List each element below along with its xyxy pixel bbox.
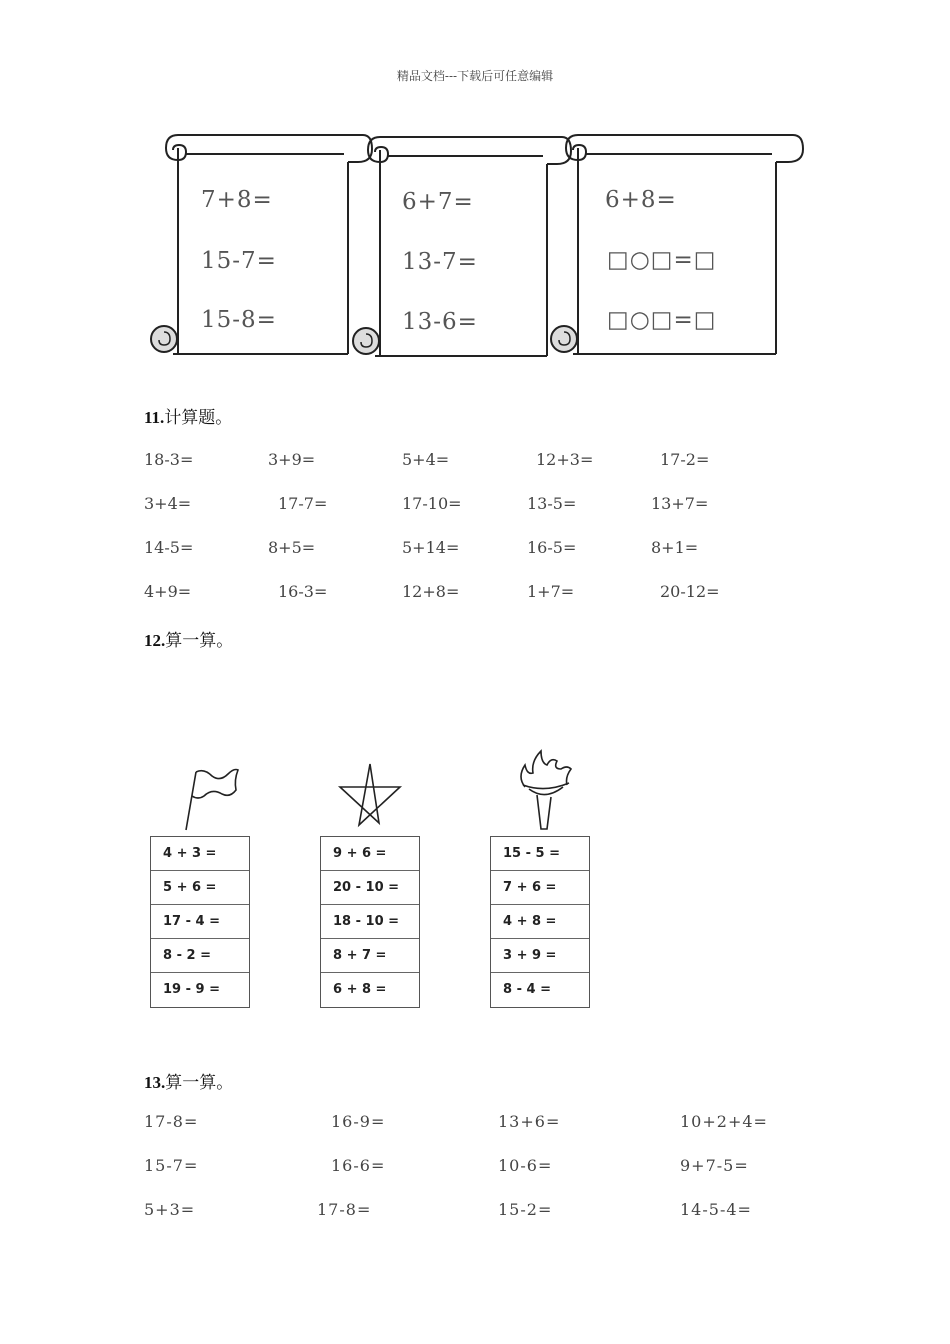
card-row (491, 973, 589, 1007)
card-row (151, 939, 249, 973)
s11-r4-c2: 16-3= (278, 582, 328, 601)
card-row (151, 905, 249, 939)
s11-r2-c1: 3+4= (144, 494, 192, 513)
star-icon (337, 761, 403, 831)
s13-r1-c4: 10+2+4= (680, 1112, 768, 1131)
s13-r2-c3: 10-6= (498, 1156, 553, 1175)
card-row (321, 837, 419, 871)
card-row (321, 871, 419, 905)
card-row (491, 905, 589, 939)
s13-r2-c1: 15-7= (144, 1156, 199, 1175)
scroll-2-line-1: 6+7= (402, 189, 474, 215)
s11-r4-c1: 4+9= (144, 582, 192, 601)
scroll-3-line-3: □○□=□ (607, 307, 717, 333)
card-row (151, 871, 249, 905)
card-row-text: 9 + 6 = (333, 846, 387, 861)
s13-r3-c2: 17-8= (317, 1200, 372, 1219)
flag-icon (180, 766, 242, 832)
section-13-number: 13. (144, 1073, 166, 1092)
s11-r1-c5: 17-2= (660, 450, 710, 469)
card-row-text: 6 + 8 = (333, 982, 387, 997)
scroll-1-line-2: 15-7= (201, 248, 277, 274)
card-row (491, 871, 589, 905)
s11-r1-c2: 3+9= (268, 450, 316, 469)
page-header: 精品文档---下载后可任意编辑 (396, 69, 554, 83)
section-12-number: 12. (144, 631, 166, 650)
card-row-text: 15 - 5 = (503, 846, 561, 861)
scroll-3-line-2: □○□=□ (607, 247, 717, 273)
s13-r1-c3: 13+6= (498, 1112, 561, 1131)
card-row (321, 973, 419, 1007)
card-row-text: 4 + 3 = (163, 846, 217, 861)
s13-r2-c2: 16-6= (331, 1156, 386, 1175)
card-row-text: 17 - 4 = (163, 914, 221, 929)
section-13-label: 算一算。 (165, 1073, 234, 1093)
scroll-2-line-2: 13-7= (402, 249, 478, 275)
s11-r1-c4: 12+3= (536, 450, 594, 469)
section-13-title (144, 1068, 233, 1093)
s11-r3-c2: 8+5= (268, 538, 316, 557)
s13-r3-c4: 14-5-4= (680, 1200, 752, 1219)
card-row (491, 837, 589, 871)
section-12-title (144, 626, 233, 651)
scroll-3-line-1: 6+8= (605, 187, 677, 213)
torch-icon (515, 747, 577, 833)
card-row-text: 8 - 2 = (163, 948, 211, 963)
scroll-1-line-1: 7+8= (201, 187, 273, 213)
s11-r3-c1: 14-5= (144, 538, 194, 557)
card-row (151, 973, 249, 1007)
card-row-text: 20 - 10 = (333, 880, 400, 895)
s11-r1-c3: 5+4= (402, 450, 450, 469)
scroll-1-line-3: 15-8= (201, 307, 277, 333)
card-row-text: 19 - 9 = (163, 982, 221, 997)
s11-r4-c3: 12+8= (402, 582, 460, 601)
calc-card-torch (490, 836, 590, 1008)
card-row-text: 3 + 9 = (503, 948, 557, 963)
s11-r4-c4: 1+7= (527, 582, 575, 601)
card-row-text: 5 + 6 = (163, 880, 217, 895)
s11-r3-c5: 8+1= (651, 538, 699, 557)
card-row-text: 8 + 7 = (333, 948, 387, 963)
s13-r2-c4: 9+7-5= (680, 1156, 749, 1175)
s11-r2-c5: 13+7= (651, 494, 709, 513)
section-11-number: 11. (144, 408, 165, 427)
s11-r3-c4: 16-5= (527, 538, 577, 557)
s11-r1-c1: 18-3= (144, 450, 194, 469)
scroll-2-line-3: 13-6= (402, 309, 478, 335)
calc-card-flag (150, 836, 250, 1008)
s13-r3-c1: 5+3= (144, 1200, 196, 1219)
s11-r2-c4: 13-5= (527, 494, 577, 513)
card-row (151, 837, 249, 871)
s13-r1-c1: 17-8= (144, 1112, 199, 1131)
s13-r1-c2: 16-9= (331, 1112, 386, 1131)
s13-r3-c3: 15-2= (498, 1200, 553, 1219)
card-row (321, 939, 419, 973)
card-row-text: 4 + 8 = (503, 914, 557, 929)
s11-r4-c5: 20-12= (660, 582, 720, 601)
section-11-label: 计算题。 (164, 408, 233, 428)
card-row-text: 8 - 4 = (503, 982, 551, 997)
s11-r3-c3: 5+14= (402, 538, 460, 557)
card-row (321, 905, 419, 939)
card-row-text: 18 - 10 = (333, 914, 400, 929)
calc-card-star (320, 836, 420, 1008)
section-12-label: 算一算。 (165, 631, 234, 651)
section-11-title (144, 403, 232, 428)
s11-r2-c3: 17-10= (402, 494, 462, 513)
card-row-text: 7 + 6 = (503, 880, 557, 895)
s11-r2-c2: 17-7= (278, 494, 328, 513)
card-row (491, 939, 589, 973)
